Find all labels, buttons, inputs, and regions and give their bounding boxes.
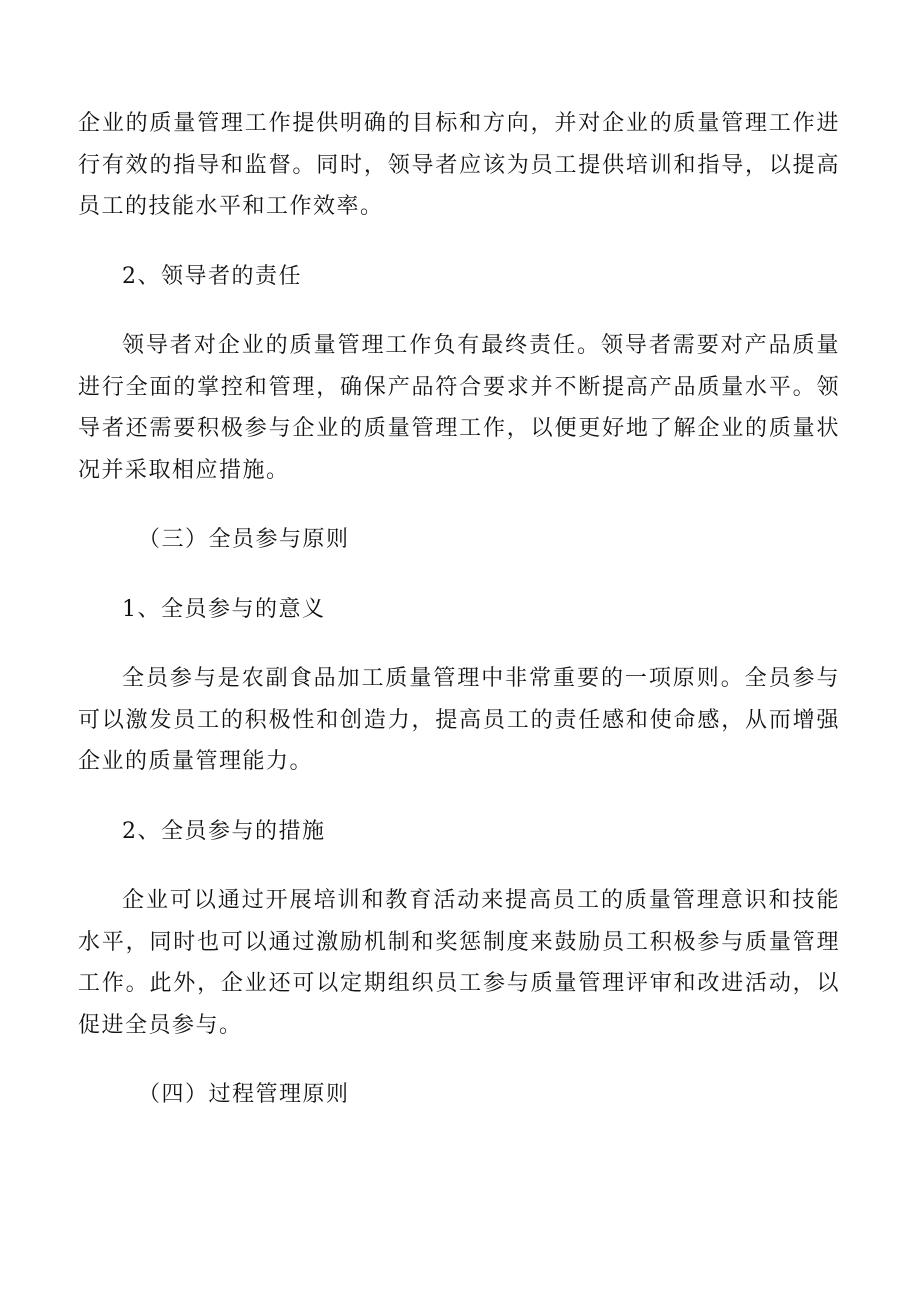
spacer xyxy=(78,783,840,811)
spacer xyxy=(78,561,840,589)
paragraph-participation-measures: 企业可以通过开展培训和教育活动来提高员工的质量管理意识和技能水平，同时也可以通过激励机制和奖惩制度来鼓励员工积极参与质量管理工作。此外，企业还可以定期组织员工参与质量管理评审和改进活动，以促进全员参与。 xyxy=(78,888,840,1038)
heading-leader-responsibility: 2、领导者的责任 xyxy=(122,263,302,289)
spacer xyxy=(78,630,840,658)
spacer xyxy=(78,852,840,880)
paragraph-leader-responsibility: 领导者对企业的质量管理工作负有最终责任。领导者需要对产品质量进行全面的掌控和管理，确保产品符合要求并不断提高产品质量水平。领导者还需要积极参与企业的质量管理工作，以便更好地了解企业的质量状况并采取相应措施。 xyxy=(78,333,840,483)
section-heading-process-management: （四）过程管理原则 xyxy=(138,1082,350,1107)
section-heading-full-participation: （三）全员参与原则 xyxy=(138,527,350,552)
spacer xyxy=(78,1046,840,1074)
document-page xyxy=(78,103,840,1116)
spacer xyxy=(78,297,840,325)
heading-participation-measures: 2、全员参与的措施 xyxy=(122,818,326,844)
spacer xyxy=(78,491,840,519)
heading-participation-meaning: 1、全员参与的意义 xyxy=(122,596,326,622)
spacer xyxy=(78,228,840,256)
paragraph-leadership-role-continued: 企业的质量管理工作提供明确的目标和方向，并对企业的质量管理工作进行有效的指导和监督。同时，领导者应该为员工提供培训和指导，以提高员工的技能水平和工作效率。 xyxy=(78,111,840,219)
paragraph-participation-meaning: 全员参与是农副食品加工质量管理中非常重要的一项原则。全员参与可以激发员工的积极性和创造力，提高员工的责任感和使命感，从而增强企业的质量管理能力。 xyxy=(78,666,840,774)
